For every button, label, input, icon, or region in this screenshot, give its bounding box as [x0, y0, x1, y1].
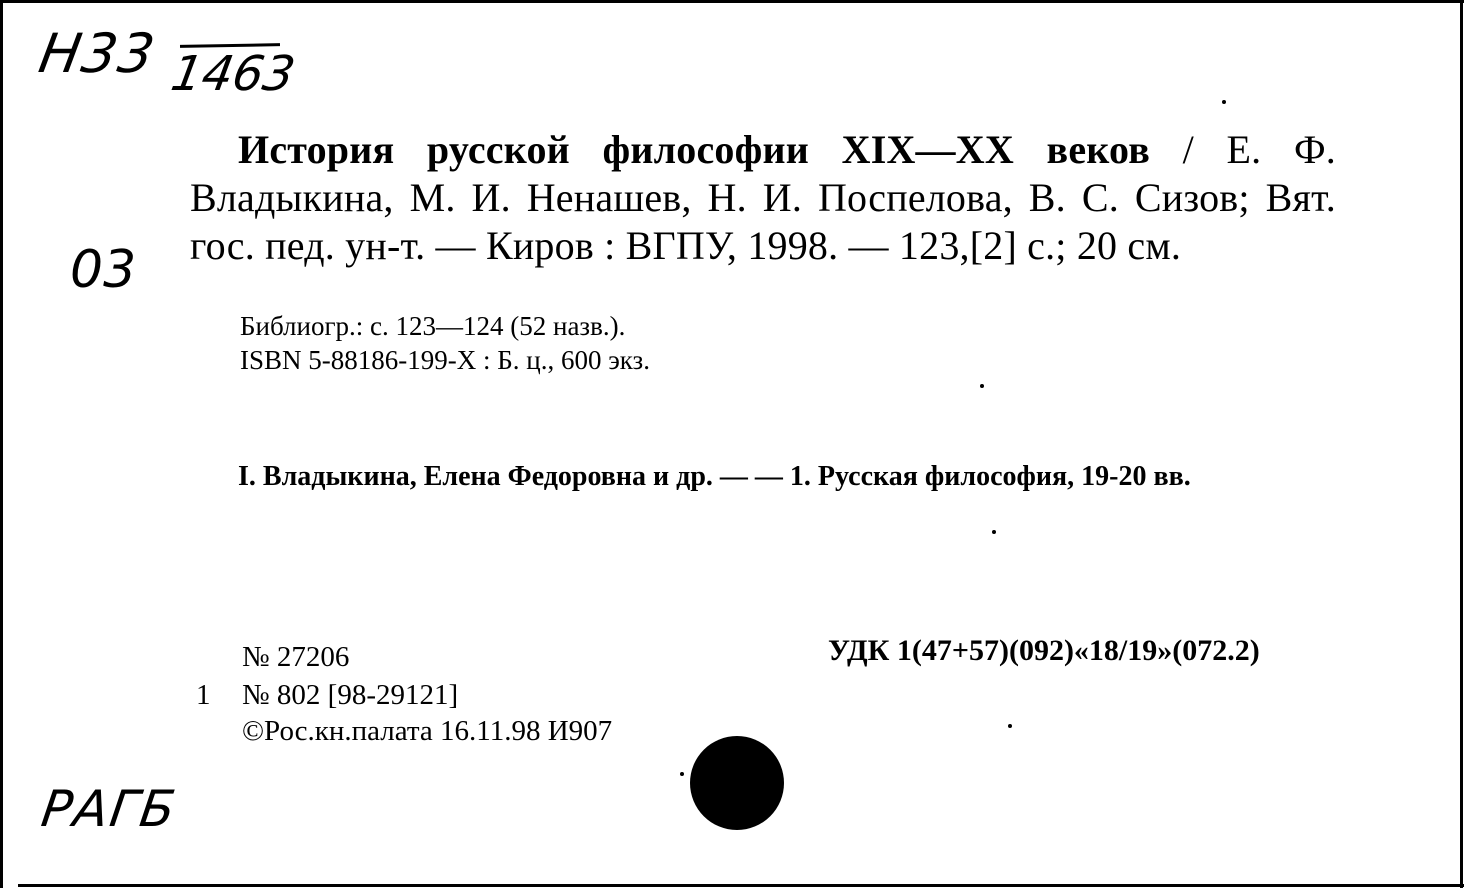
subject-heading: 1. Русская философия, 19-20 вв. [789, 461, 1191, 492]
scan-speck [1008, 724, 1012, 728]
main-description [190, 126, 1336, 270]
card-border-bottom [18, 884, 1464, 887]
bibliography-note: Библиогр.: с. 123—124 (52 назв.). [240, 311, 626, 341]
responsibility-statement: / Е. Ф. Владыкина, М. И. Ненашев, Н. И. Поспелова, В. С. Сизов; Вят. гос. пед. ун-т. — Киров : ВГПУ, 1998. — 123,[2] с.; 20 см. [190, 127, 1336, 268]
added-entry: I. Владыкина, Елена Федоровна и др. — — [238, 461, 790, 492]
card-border-right [1460, 0, 1463, 888]
scan-speck [1222, 100, 1226, 104]
copies-line [196, 678, 458, 712]
shelfmark-accession: 1463 [167, 46, 300, 102]
scan-speck [980, 384, 984, 388]
scan-speck [992, 530, 996, 534]
punch-hole [690, 736, 784, 830]
shelfmark-prefix: Н33 [34, 22, 161, 85]
udc-classification: УДК 1(47+57)(092)«18/19»(072.2) [828, 634, 1260, 667]
isbn-note: ISBN 5-88186-199-X : Б. ц., 600 экз. [240, 345, 650, 375]
card-number: № 27206 [242, 641, 350, 673]
copyright-line: ©Рос.кн.палата 16.11.98 И907 [242, 715, 613, 747]
copies-number: № 802 [98-29121] [242, 679, 459, 711]
bottom-code: РАГБ [37, 780, 181, 838]
copies-qty: 1 [196, 679, 211, 711]
card-border-left [0, 0, 3, 888]
scan-speck [680, 772, 684, 776]
tracing [190, 456, 1336, 498]
book-title: История русской философии XIX—XX веков [238, 127, 1151, 172]
margin-code: 03 [70, 240, 137, 300]
card-border-top [0, 0, 1464, 3]
